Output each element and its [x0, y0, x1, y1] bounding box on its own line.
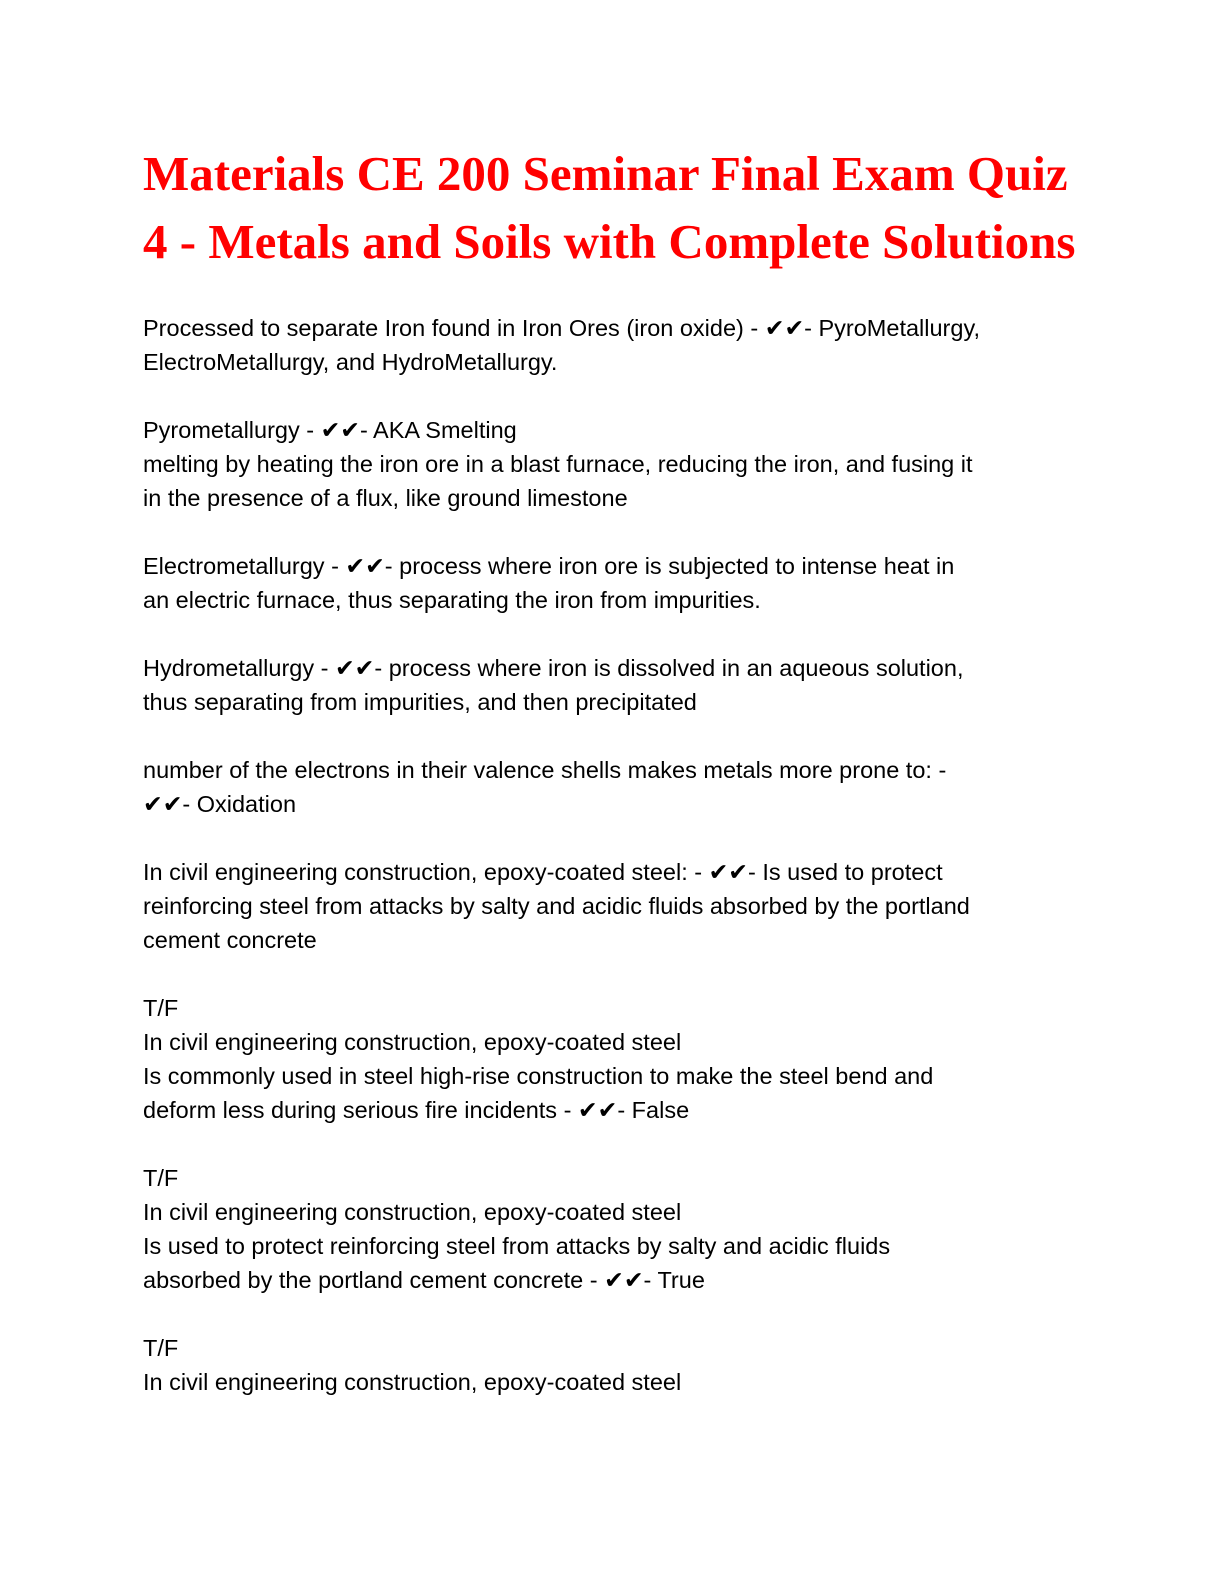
entry-line: Pyrometallurgy - ✔✔- AKA Smelting: [143, 417, 517, 443]
qa-entry-electrometallurgy: [143, 549, 1103, 617]
entry-line: number of the electrons in their valence shells makes metals more prone to: -: [143, 757, 947, 783]
entry-line: deform less during serious fire incidents - ✔✔- False: [143, 1097, 690, 1123]
qa-entry-processing: [143, 311, 1103, 379]
entry-line: In civil engineering construction, epoxy-coated steel: [143, 1029, 682, 1055]
title-line: 4 - Metals and Soils with Complete Solutions: [143, 214, 1076, 269]
entry-line: Processed to separate Iron found in Iron Ores (iron oxide) - ✔✔- PyroMetallurgy,: [143, 315, 980, 341]
qa-entry-tf-true: [143, 1161, 1103, 1297]
qa-entry-pyrometallurgy: [143, 413, 1103, 515]
qa-entry-hydrometallurgy: [143, 651, 1103, 719]
entry-line: reinforcing steel from attacks by salty and acidic fluids absorbed by the portland: [143, 893, 970, 919]
entry-line: cement concrete: [143, 927, 317, 953]
entry-line: ElectroMetallurgy, and HydroMetallurgy.: [143, 349, 558, 375]
entry-line: Is used to protect reinforcing steel from attacks by salty and acidic fluids: [143, 1233, 891, 1259]
entry-line: T/F: [143, 1165, 179, 1191]
entry-line: thus separating from impurities, and then precipitated: [143, 689, 697, 715]
qa-entry-tf-incomplete: [143, 1331, 1103, 1399]
entry-line: Hydrometallurgy - ✔✔- process where iron is dissolved in an aqueous solution,: [143, 655, 964, 681]
qa-entry-epoxy-steel: [143, 855, 1103, 957]
entry-line: In civil engineering construction, epoxy-coated steel: [143, 1199, 682, 1225]
entry-line: ✔✔- Oxidation: [143, 791, 297, 817]
entry-line: melting by heating the iron ore in a blast furnace, reducing the iron, and fusing it: [143, 451, 973, 477]
document-title: [143, 140, 1103, 276]
entry-line: Is commonly used in steel high-rise construction to make the steel bend and: [143, 1063, 934, 1089]
entry-line: T/F: [143, 1335, 179, 1361]
qa-entry-oxidation: [143, 753, 1103, 821]
title-line: Materials CE 200 Seminar Final Exam Quiz: [143, 146, 1068, 201]
entry-line: In civil engineering construction, epoxy-coated steel: [143, 1369, 682, 1395]
entry-line: Electrometallurgy - ✔✔- process where iron ore is subjected to intense heat in: [143, 553, 955, 579]
qa-entry-tf-false: [143, 991, 1103, 1127]
entry-line: T/F: [143, 995, 179, 1021]
entry-line: in the presence of a flux, like ground limestone: [143, 485, 628, 511]
entry-line: absorbed by the portland cement concrete - ✔✔- True: [143, 1267, 705, 1293]
entry-line: In civil engineering construction, epoxy-coated steel: - ✔✔- Is used to protect: [143, 859, 943, 885]
entry-line: an electric furnace, thus separating the iron from impurities.: [143, 587, 761, 613]
